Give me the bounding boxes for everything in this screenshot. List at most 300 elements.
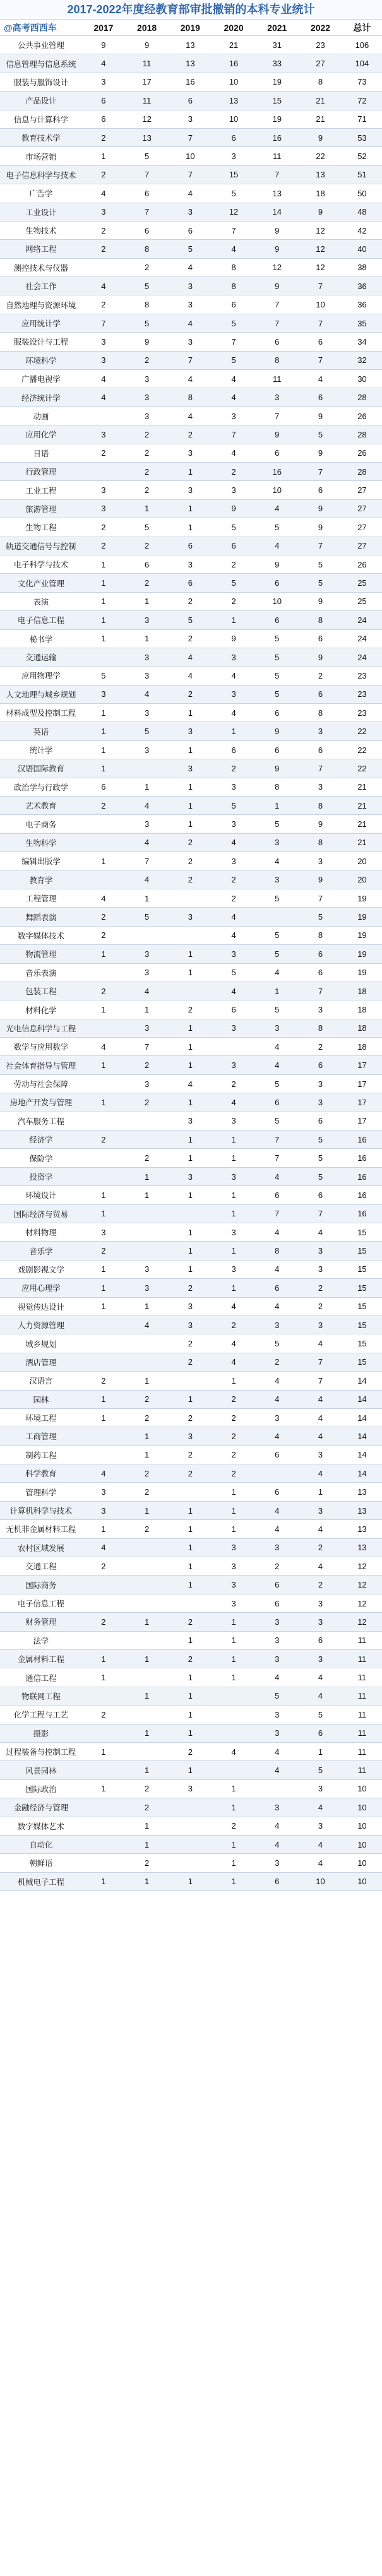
year-count: 6 (255, 1576, 299, 1594)
table-row (0, 462, 382, 480)
year-count: 11 (255, 147, 299, 165)
year-count: 1 (169, 1761, 212, 1779)
year-count: 7 (212, 221, 256, 239)
year-count: 3 (255, 1649, 299, 1668)
header-year: 2021 (255, 20, 299, 36)
year-count: 19 (255, 110, 299, 128)
year-count: 4 (299, 1408, 342, 1427)
row-total: 22 (342, 759, 382, 778)
table-row (0, 592, 382, 610)
year-count: 31 (255, 36, 299, 54)
year-count: 8 (255, 778, 299, 796)
year-count: 5 (299, 1131, 342, 1149)
year-count: 5 (299, 1167, 342, 1185)
year-count: 2 (212, 1427, 256, 1445)
year-count: 4 (212, 1093, 256, 1112)
row-total: 24 (342, 648, 382, 666)
row-total: 12 (342, 1576, 382, 1594)
year-count: 2 (212, 555, 256, 573)
year-count: 11 (255, 370, 299, 388)
major-name: 测控技术与仪器 (0, 258, 82, 276)
row-total: 20 (342, 870, 382, 889)
major-name: 科学教育 (0, 1464, 82, 1483)
row-total: 14 (342, 1408, 382, 1427)
year-count: 5 (169, 240, 212, 258)
year-count: 1 (169, 778, 212, 796)
year-count: 7 (82, 314, 126, 332)
year-count: 8 (299, 704, 342, 722)
table-row (0, 1427, 382, 1445)
year-count (169, 1854, 212, 1872)
major-name: 文化产业管理 (0, 574, 82, 592)
year-count: 7 (299, 1372, 342, 1390)
major-name: 制药工程 (0, 1445, 82, 1464)
year-count: 4 (255, 963, 299, 982)
year-count: 2 (125, 1149, 169, 1167)
year-count: 13 (299, 165, 342, 184)
year-count: 8 (299, 926, 342, 944)
year-count: 4 (255, 1038, 299, 1056)
row-total: 15 (342, 1260, 382, 1278)
year-count: 2 (169, 1279, 212, 1297)
year-count: 6 (255, 574, 299, 592)
year-count: 2 (169, 833, 212, 852)
year-count: 1 (82, 1408, 126, 1427)
row-total: 13 (342, 1520, 382, 1538)
table-row (0, 370, 382, 388)
year-count: 2 (125, 1408, 169, 1427)
table-row (0, 1464, 382, 1483)
major-name: 光电信息科学与工程 (0, 1019, 82, 1037)
row-total: 36 (342, 277, 382, 295)
row-total: 14 (342, 1372, 382, 1390)
table-row (0, 1742, 382, 1760)
header-row (0, 20, 382, 36)
year-count: 6 (212, 1000, 256, 1019)
year-count: 3 (255, 388, 299, 407)
row-total: 23 (342, 685, 382, 703)
year-count: 3 (125, 815, 169, 833)
year-count: 1 (82, 629, 126, 648)
year-count: 1 (82, 722, 126, 740)
year-count: 3 (125, 704, 169, 722)
table-row (0, 1315, 382, 1334)
year-count: 3 (299, 1649, 342, 1668)
year-count: 5 (125, 147, 169, 165)
year-count: 2 (125, 1779, 169, 1798)
major-name: 生物工程 (0, 518, 82, 537)
year-count: 1 (82, 1279, 126, 1297)
year-count: 3 (82, 685, 126, 703)
year-count: 2 (212, 889, 256, 907)
row-total: 17 (342, 1056, 382, 1074)
major-name: 音乐表演 (0, 963, 82, 982)
year-count: 1 (82, 704, 126, 722)
year-count: 3 (125, 611, 169, 629)
year-count: 3 (125, 388, 169, 407)
row-total: 22 (342, 722, 382, 740)
year-count: 1 (125, 1817, 169, 1835)
year-count: 4 (82, 889, 126, 907)
row-total: 14 (342, 1464, 382, 1483)
year-count (125, 1112, 169, 1130)
year-count: 21 (299, 110, 342, 128)
year-count: 6 (299, 333, 342, 351)
major-name: 环境科学 (0, 351, 82, 369)
year-count: 9 (299, 499, 342, 518)
major-name: 舞蹈表演 (0, 908, 82, 926)
major-name: 人文地理与城乡规划 (0, 685, 82, 703)
year-count (125, 1631, 169, 1649)
table-row (0, 1186, 382, 1204)
year-count: 2 (82, 295, 126, 314)
year-count: 7 (255, 1149, 299, 1167)
major-name: 材料化学 (0, 1000, 82, 1019)
major-name: 朝鲜语 (0, 1854, 82, 1872)
year-count: 9 (255, 277, 299, 295)
year-count: 8 (212, 277, 256, 295)
year-count: 1 (212, 1854, 256, 1872)
year-count: 4 (255, 1056, 299, 1074)
year-count: 2 (169, 1742, 212, 1760)
year-count: 3 (125, 1279, 169, 1297)
major-name: 酒店管理 (0, 1353, 82, 1371)
year-count: 2 (212, 1074, 256, 1093)
year-count (125, 1131, 169, 1149)
year-count: 5 (125, 908, 169, 926)
year-count: 6 (169, 574, 212, 592)
major-name: 房地产开发与管理 (0, 1093, 82, 1112)
year-count: 6 (255, 1594, 299, 1612)
year-count: 2 (299, 1038, 342, 1056)
major-name: 国际政治 (0, 1779, 82, 1798)
major-name: 环境工程 (0, 1408, 82, 1427)
row-total: 14 (342, 1390, 382, 1408)
year-count: 2 (299, 1297, 342, 1315)
year-count: 1 (212, 1131, 256, 1149)
year-count: 2 (212, 759, 256, 778)
year-count: 1 (169, 1576, 212, 1594)
year-count: 4 (82, 54, 126, 73)
year-count: 8 (299, 73, 342, 91)
year-count: 2 (125, 1798, 169, 1817)
row-total: 26 (342, 407, 382, 425)
year-count: 2 (169, 629, 212, 648)
year-count: 1 (169, 704, 212, 722)
row-total: 26 (342, 444, 382, 462)
major-name: 工业设计 (0, 203, 82, 221)
year-count (212, 1761, 256, 1779)
year-count (169, 1372, 212, 1390)
table-row (0, 1687, 382, 1705)
row-total: 35 (342, 314, 382, 332)
table-row (0, 1149, 382, 1167)
row-total: 26 (342, 555, 382, 573)
year-count: 2 (82, 1131, 126, 1149)
row-total: 14 (342, 1427, 382, 1445)
year-count: 6 (212, 740, 256, 759)
table-row (0, 1557, 382, 1576)
year-count: 1 (169, 740, 212, 759)
year-count: 7 (125, 1038, 169, 1056)
row-total: 18 (342, 1000, 382, 1019)
table-row (0, 277, 382, 295)
year-count: 3 (125, 740, 169, 759)
year-count: 9 (212, 629, 256, 648)
year-count: 3 (299, 1594, 342, 1612)
year-count (255, 1464, 299, 1483)
year-count: 4 (169, 314, 212, 332)
row-total: 106 (342, 36, 382, 54)
year-count: 4 (169, 407, 212, 425)
table-row (0, 778, 382, 796)
row-total: 15 (342, 1315, 382, 1334)
table-row (0, 1112, 382, 1130)
year-count: 3 (299, 1000, 342, 1019)
year-count: 5 (125, 314, 169, 332)
year-count: 7 (299, 537, 342, 555)
major-name: 教育学 (0, 870, 82, 889)
year-count (255, 1779, 299, 1798)
major-name: 摄影 (0, 1724, 82, 1742)
row-total: 12 (342, 1613, 382, 1631)
row-total: 28 (342, 388, 382, 407)
year-count: 2 (125, 1093, 169, 1112)
year-count: 4 (255, 1297, 299, 1315)
table-row (0, 1706, 382, 1724)
row-total: 71 (342, 110, 382, 128)
row-total: 11 (342, 1649, 382, 1668)
year-count: 6 (299, 740, 342, 759)
year-count: 16 (255, 462, 299, 480)
year-count: 1 (169, 1668, 212, 1687)
year-count: 1 (125, 1427, 169, 1445)
table-row (0, 833, 382, 852)
year-count: 3 (212, 1112, 256, 1130)
year-count: 4 (299, 1427, 342, 1445)
year-count: 6 (299, 945, 342, 963)
year-count: 15 (212, 165, 256, 184)
year-count: 2 (169, 870, 212, 889)
table-row (0, 1260, 382, 1278)
year-count: 5 (255, 1074, 299, 1093)
year-count: 2 (169, 1613, 212, 1631)
year-count: 2 (125, 1390, 169, 1408)
year-count: 4 (212, 388, 256, 407)
major-name: 信息与计算科学 (0, 110, 82, 128)
year-count: 3 (82, 425, 126, 444)
row-total: 21 (342, 778, 382, 796)
major-name: 数字媒体技术 (0, 926, 82, 944)
major-name: 工业工程 (0, 481, 82, 499)
year-count: 1 (82, 611, 126, 629)
table-row (0, 351, 382, 369)
year-count: 4 (212, 982, 256, 1000)
year-count: 1 (169, 499, 212, 518)
major-name: 旅游管理 (0, 499, 82, 518)
table-row (0, 1576, 382, 1594)
year-count (82, 833, 126, 852)
major-name: 应用心理学 (0, 1279, 82, 1297)
year-count: 1 (212, 1779, 256, 1798)
table-row (0, 1854, 382, 1872)
year-count: 13 (255, 184, 299, 203)
year-count: 1 (125, 1835, 169, 1853)
year-count: 3 (255, 1706, 299, 1724)
year-count: 7 (212, 333, 256, 351)
year-count: 4 (299, 1668, 342, 1687)
major-name: 工程管理 (0, 889, 82, 907)
year-count: 2 (82, 518, 126, 537)
table-row (0, 704, 382, 722)
row-total: 72 (342, 92, 382, 110)
year-count: 10 (299, 295, 342, 314)
year-count: 5 (125, 722, 169, 740)
major-name: 国际经济与贸易 (0, 1204, 82, 1223)
year-count: 23 (299, 36, 342, 54)
year-count: 4 (212, 926, 256, 944)
table-row (0, 1297, 382, 1315)
table-row (0, 1724, 382, 1742)
major-name: 视觉传达设计 (0, 1297, 82, 1315)
year-count: 3 (169, 203, 212, 221)
major-name: 表演 (0, 592, 82, 610)
year-count: 12 (299, 221, 342, 239)
year-count: 2 (299, 667, 342, 685)
major-name: 人力资源管理 (0, 1315, 82, 1334)
year-count: 9 (255, 759, 299, 778)
year-count: 4 (299, 1223, 342, 1242)
year-count: 1 (82, 1204, 126, 1223)
year-count: 3 (125, 1074, 169, 1093)
year-count: 1 (82, 1260, 126, 1278)
year-count: 2 (169, 1464, 212, 1483)
year-count: 2 (212, 462, 256, 480)
year-count: 5 (299, 908, 342, 926)
row-total: 17 (342, 1093, 382, 1112)
major-name: 应用化学 (0, 425, 82, 444)
year-count: 9 (299, 407, 342, 425)
year-count: 3 (125, 1019, 169, 1037)
row-total: 11 (342, 1724, 382, 1742)
year-count: 6 (299, 963, 342, 982)
row-total: 16 (342, 1167, 382, 1185)
row-total: 21 (342, 797, 382, 815)
row-total: 10 (342, 1779, 382, 1798)
year-count: 7 (125, 203, 169, 221)
row-total: 24 (342, 611, 382, 629)
major-name: 社会体育指导与管理 (0, 1056, 82, 1074)
year-count: 3 (255, 1538, 299, 1557)
year-count: 1 (169, 1501, 212, 1519)
major-name: 经济学 (0, 1131, 82, 1149)
year-count: 4 (255, 852, 299, 870)
major-name: 物流管理 (0, 945, 82, 963)
year-count: 3 (169, 444, 212, 462)
year-count (82, 1835, 126, 1853)
year-count: 4 (169, 370, 212, 388)
year-count: 6 (255, 333, 299, 351)
year-count: 3 (255, 870, 299, 889)
year-count: 1 (212, 1649, 256, 1668)
row-total: 18 (342, 1038, 382, 1056)
major-name: 市场营销 (0, 147, 82, 165)
row-total: 19 (342, 963, 382, 982)
row-total: 22 (342, 740, 382, 759)
year-count: 1 (169, 1687, 212, 1705)
major-name: 物联网工程 (0, 1687, 82, 1705)
year-count (125, 1242, 169, 1260)
year-count: 2 (125, 1520, 169, 1538)
year-count: 5 (212, 574, 256, 592)
year-count (125, 1334, 169, 1353)
year-count (212, 1724, 256, 1742)
year-count: 1 (169, 1631, 212, 1649)
year-count: 1 (212, 1631, 256, 1649)
table-row (0, 908, 382, 926)
year-count: 1 (212, 1149, 256, 1167)
year-count (125, 1576, 169, 1594)
year-count: 4 (255, 1223, 299, 1242)
year-count: 2 (212, 1817, 256, 1835)
row-total: 17 (342, 1074, 382, 1093)
year-count: 3 (169, 295, 212, 314)
major-name: 产品设计 (0, 92, 82, 110)
year-count: 2 (212, 1315, 256, 1334)
row-total: 28 (342, 425, 382, 444)
table-row (0, 1761, 382, 1779)
row-total: 27 (342, 481, 382, 499)
year-count: 1 (82, 852, 126, 870)
major-name: 动画 (0, 407, 82, 425)
year-count (169, 926, 212, 944)
major-name: 日语 (0, 444, 82, 462)
year-count: 4 (299, 1390, 342, 1408)
year-count (82, 1315, 126, 1334)
year-count: 3 (212, 1260, 256, 1278)
year-count: 4 (212, 1742, 256, 1760)
year-count: 6 (212, 128, 256, 146)
year-count: 4 (212, 704, 256, 722)
row-total: 16 (342, 1204, 382, 1223)
table-row (0, 295, 382, 314)
table-body (0, 36, 382, 1891)
year-count: 9 (255, 221, 299, 239)
table-row (0, 759, 382, 778)
year-count: 6 (169, 537, 212, 555)
major-name: 园林 (0, 1390, 82, 1408)
year-count: 6 (82, 92, 126, 110)
year-count: 5 (212, 518, 256, 537)
year-count: 10 (212, 73, 256, 91)
table-row (0, 184, 382, 203)
table-row (0, 1631, 382, 1649)
year-count (125, 926, 169, 944)
year-count: 2 (255, 1557, 299, 1576)
year-count: 4 (169, 1074, 212, 1093)
year-count: 3 (82, 351, 126, 369)
major-name: 自然地理与资源环境 (0, 295, 82, 314)
table-row (0, 1334, 382, 1353)
header-year: 2022 (299, 20, 342, 36)
row-total: 23 (342, 704, 382, 722)
major-name: 公共事业管理 (0, 36, 82, 54)
year-count: 3 (125, 945, 169, 963)
table-row (0, 740, 382, 759)
year-count: 7 (299, 351, 342, 369)
year-count: 10 (299, 1872, 342, 1890)
year-count: 1 (169, 462, 212, 480)
